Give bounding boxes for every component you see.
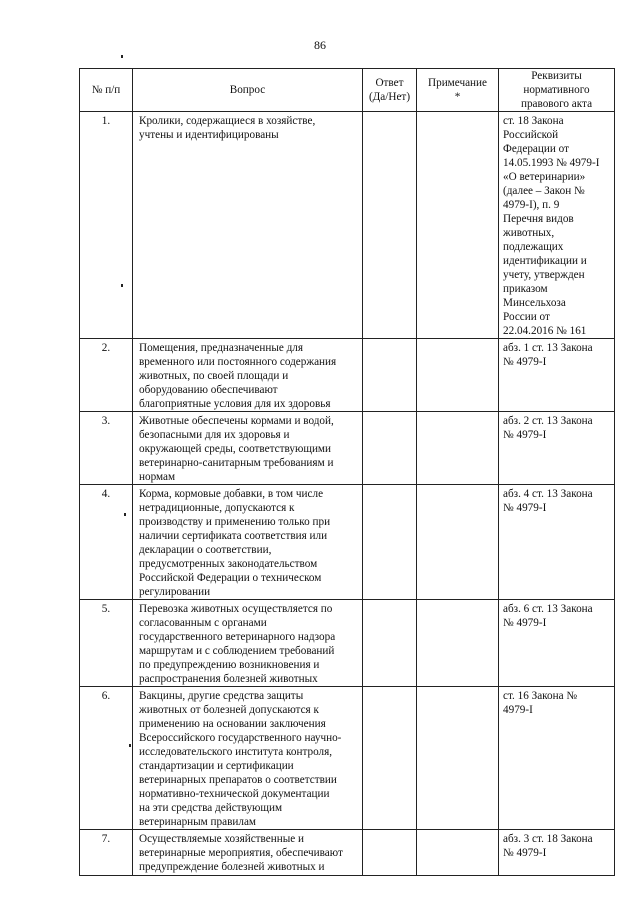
- table-row: [80, 600, 615, 687]
- header-answer: Ответ (Да/Нет): [363, 69, 417, 112]
- note-cell[interactable]: [417, 339, 499, 412]
- page-number: 86: [314, 38, 326, 52]
- answer-cell[interactable]: [363, 112, 417, 339]
- row-reference: ст. 18 Закона Российской Федерации от 14.05.1993 № 4979-I «О ветеринарии» (далее – Закон № 4979-I), п. 9 Перечня видов животных, подлежащих идентификации и учету, утвержден приказом Минсельхоза России от 22.04.2016 № 161: [499, 112, 615, 339]
- note-cell[interactable]: [417, 600, 499, 687]
- note-cell[interactable]: [417, 687, 499, 830]
- table-header-row: [80, 69, 615, 112]
- header-note: Примечание *: [417, 69, 499, 112]
- row-reference: абз. 3 ст. 18 Закона № 4979-I: [499, 830, 615, 876]
- row-number: 3.: [80, 412, 133, 485]
- row-number: 7.: [80, 830, 133, 876]
- row-reference: абз. 2 ст. 13 Закона № 4979-I: [499, 412, 615, 485]
- table-row: [80, 112, 615, 339]
- row-reference: ст. 16 Закона № 4979-I: [499, 687, 615, 830]
- answer-cell[interactable]: [363, 600, 417, 687]
- row-number: 1.: [80, 112, 133, 339]
- answer-cell[interactable]: [363, 830, 417, 876]
- row-question: Осуществляемые хозяйственные и ветеринарные мероприятия, обеспечивают предупреждение болезней животных и: [133, 830, 363, 876]
- note-cell[interactable]: [417, 485, 499, 600]
- table-row: [80, 339, 615, 412]
- row-reference: абз. 1 ст. 13 Закона № 4979-I: [499, 339, 615, 412]
- answer-cell[interactable]: [363, 485, 417, 600]
- note-cell[interactable]: [417, 112, 499, 339]
- scan-speck: [121, 55, 123, 58]
- row-number: 2.: [80, 339, 133, 412]
- answer-cell[interactable]: [363, 687, 417, 830]
- row-question: Перевозка животных осуществляется по согласованным с органами государственного ветеринарного надзора маршрутам и с соблюдением требований по предупреждению возникновения и распространения болезней животных: [133, 600, 363, 687]
- header-reference: Реквизиты нормативного правового акта: [499, 69, 615, 112]
- table-row: [80, 485, 615, 600]
- row-number: 4.: [80, 485, 133, 600]
- inspection-checklist-table: [79, 68, 615, 876]
- answer-cell[interactable]: [363, 412, 417, 485]
- row-question: Помещения, предназначенные для временного или постоянного содержания животных, по своей площади и оборудованию обеспечивают благоприятные условия для их здоровья: [133, 339, 363, 412]
- row-question: Вакцины, другие средства защиты животных от болезней допускаются к применению на основании заключения Всероссийского государственного научно- исследовательского института контроля, стандартизации и сертификации ветеринарных препаратов о соответствии нормативно-технической документации на эти средства действующим ветеринарным правилам: [133, 687, 363, 830]
- row-number: 6.: [80, 687, 133, 830]
- header-num: № п/п: [80, 69, 133, 112]
- table-row: [80, 687, 615, 830]
- row-reference: абз. 4 ст. 13 Закона № 4979-I: [499, 485, 615, 600]
- header-question: Вопрос: [133, 69, 363, 112]
- row-question: Корма, кормовые добавки, в том числе нетрадиционные, допускаются к производству и применению только при наличии сертификата соответствия или декларации о соответствии, предусмотренных законодательством Российской Федерации о техническом регулировании: [133, 485, 363, 600]
- row-question: Животные обеспечены кормами и водой, безопасными для их здоровья и окружающей среды, соответствующими ветеринарно-санитарным требованиям и нормам: [133, 412, 363, 485]
- note-cell[interactable]: [417, 830, 499, 876]
- row-question: Кролики, содержащиеся в хозяйстве, учтены и идентифицированы: [133, 112, 363, 339]
- row-number: 5.: [80, 600, 133, 687]
- answer-cell[interactable]: [363, 339, 417, 412]
- note-cell[interactable]: [417, 412, 499, 485]
- row-reference: абз. 6 ст. 13 Закона № 4979-I: [499, 600, 615, 687]
- table-row: [80, 830, 615, 876]
- table-row: [80, 412, 615, 485]
